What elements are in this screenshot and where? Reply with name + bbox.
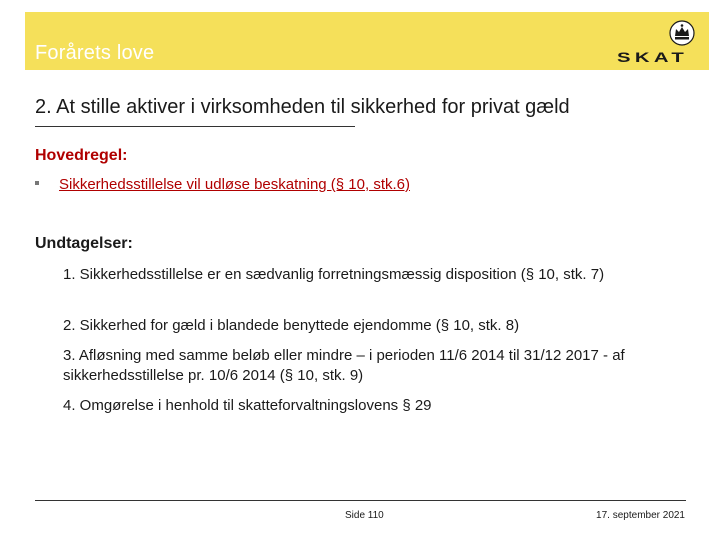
page-number: Side 110 <box>345 510 384 521</box>
footer-divider <box>35 500 686 501</box>
skat-logo: SKAT <box>617 49 689 65</box>
main-rule-heading: Hovedregel: <box>35 147 128 164</box>
footer-date: 17. september 2021 <box>596 510 685 521</box>
exceptions-heading: Undtagelser: <box>35 235 133 252</box>
bullet-icon <box>35 181 39 185</box>
main-rule-link[interactable]: Sikkerhedsstillelse vil udløse beskatning (§ 10, stk.6) <box>59 176 410 193</box>
crown-icon <box>669 20 695 46</box>
exception-item-1: 1. Sikkerhedsstillelse er en sædvanlig forretningsmæssig disposition (§ 10, stk. 7) <box>63 266 605 283</box>
presentation-title: Forårets love <box>35 42 155 64</box>
exception-item-2: 2. Sikkerhed for gæld i blandede benyttede ejendomme (§ 10, stk. 8) <box>63 317 520 334</box>
exception-item-4: 4. Omgørelse i henhold til skatteforvaltningslovens § 29 <box>63 397 432 414</box>
title-divider <box>35 126 355 127</box>
slide-title: 2. At stille aktiver i virksomheden til sikkerhed for privat gæld <box>35 96 570 118</box>
exception-item-3: 3. Afløsning med samme beløb eller mindre – i perioden 11/6 2014 til 31/12 2017 - af sikkerhedsstillelse pr. 10/6 2014 (§ 10, stk. 9) <box>63 347 625 384</box>
header-banner <box>25 12 709 70</box>
